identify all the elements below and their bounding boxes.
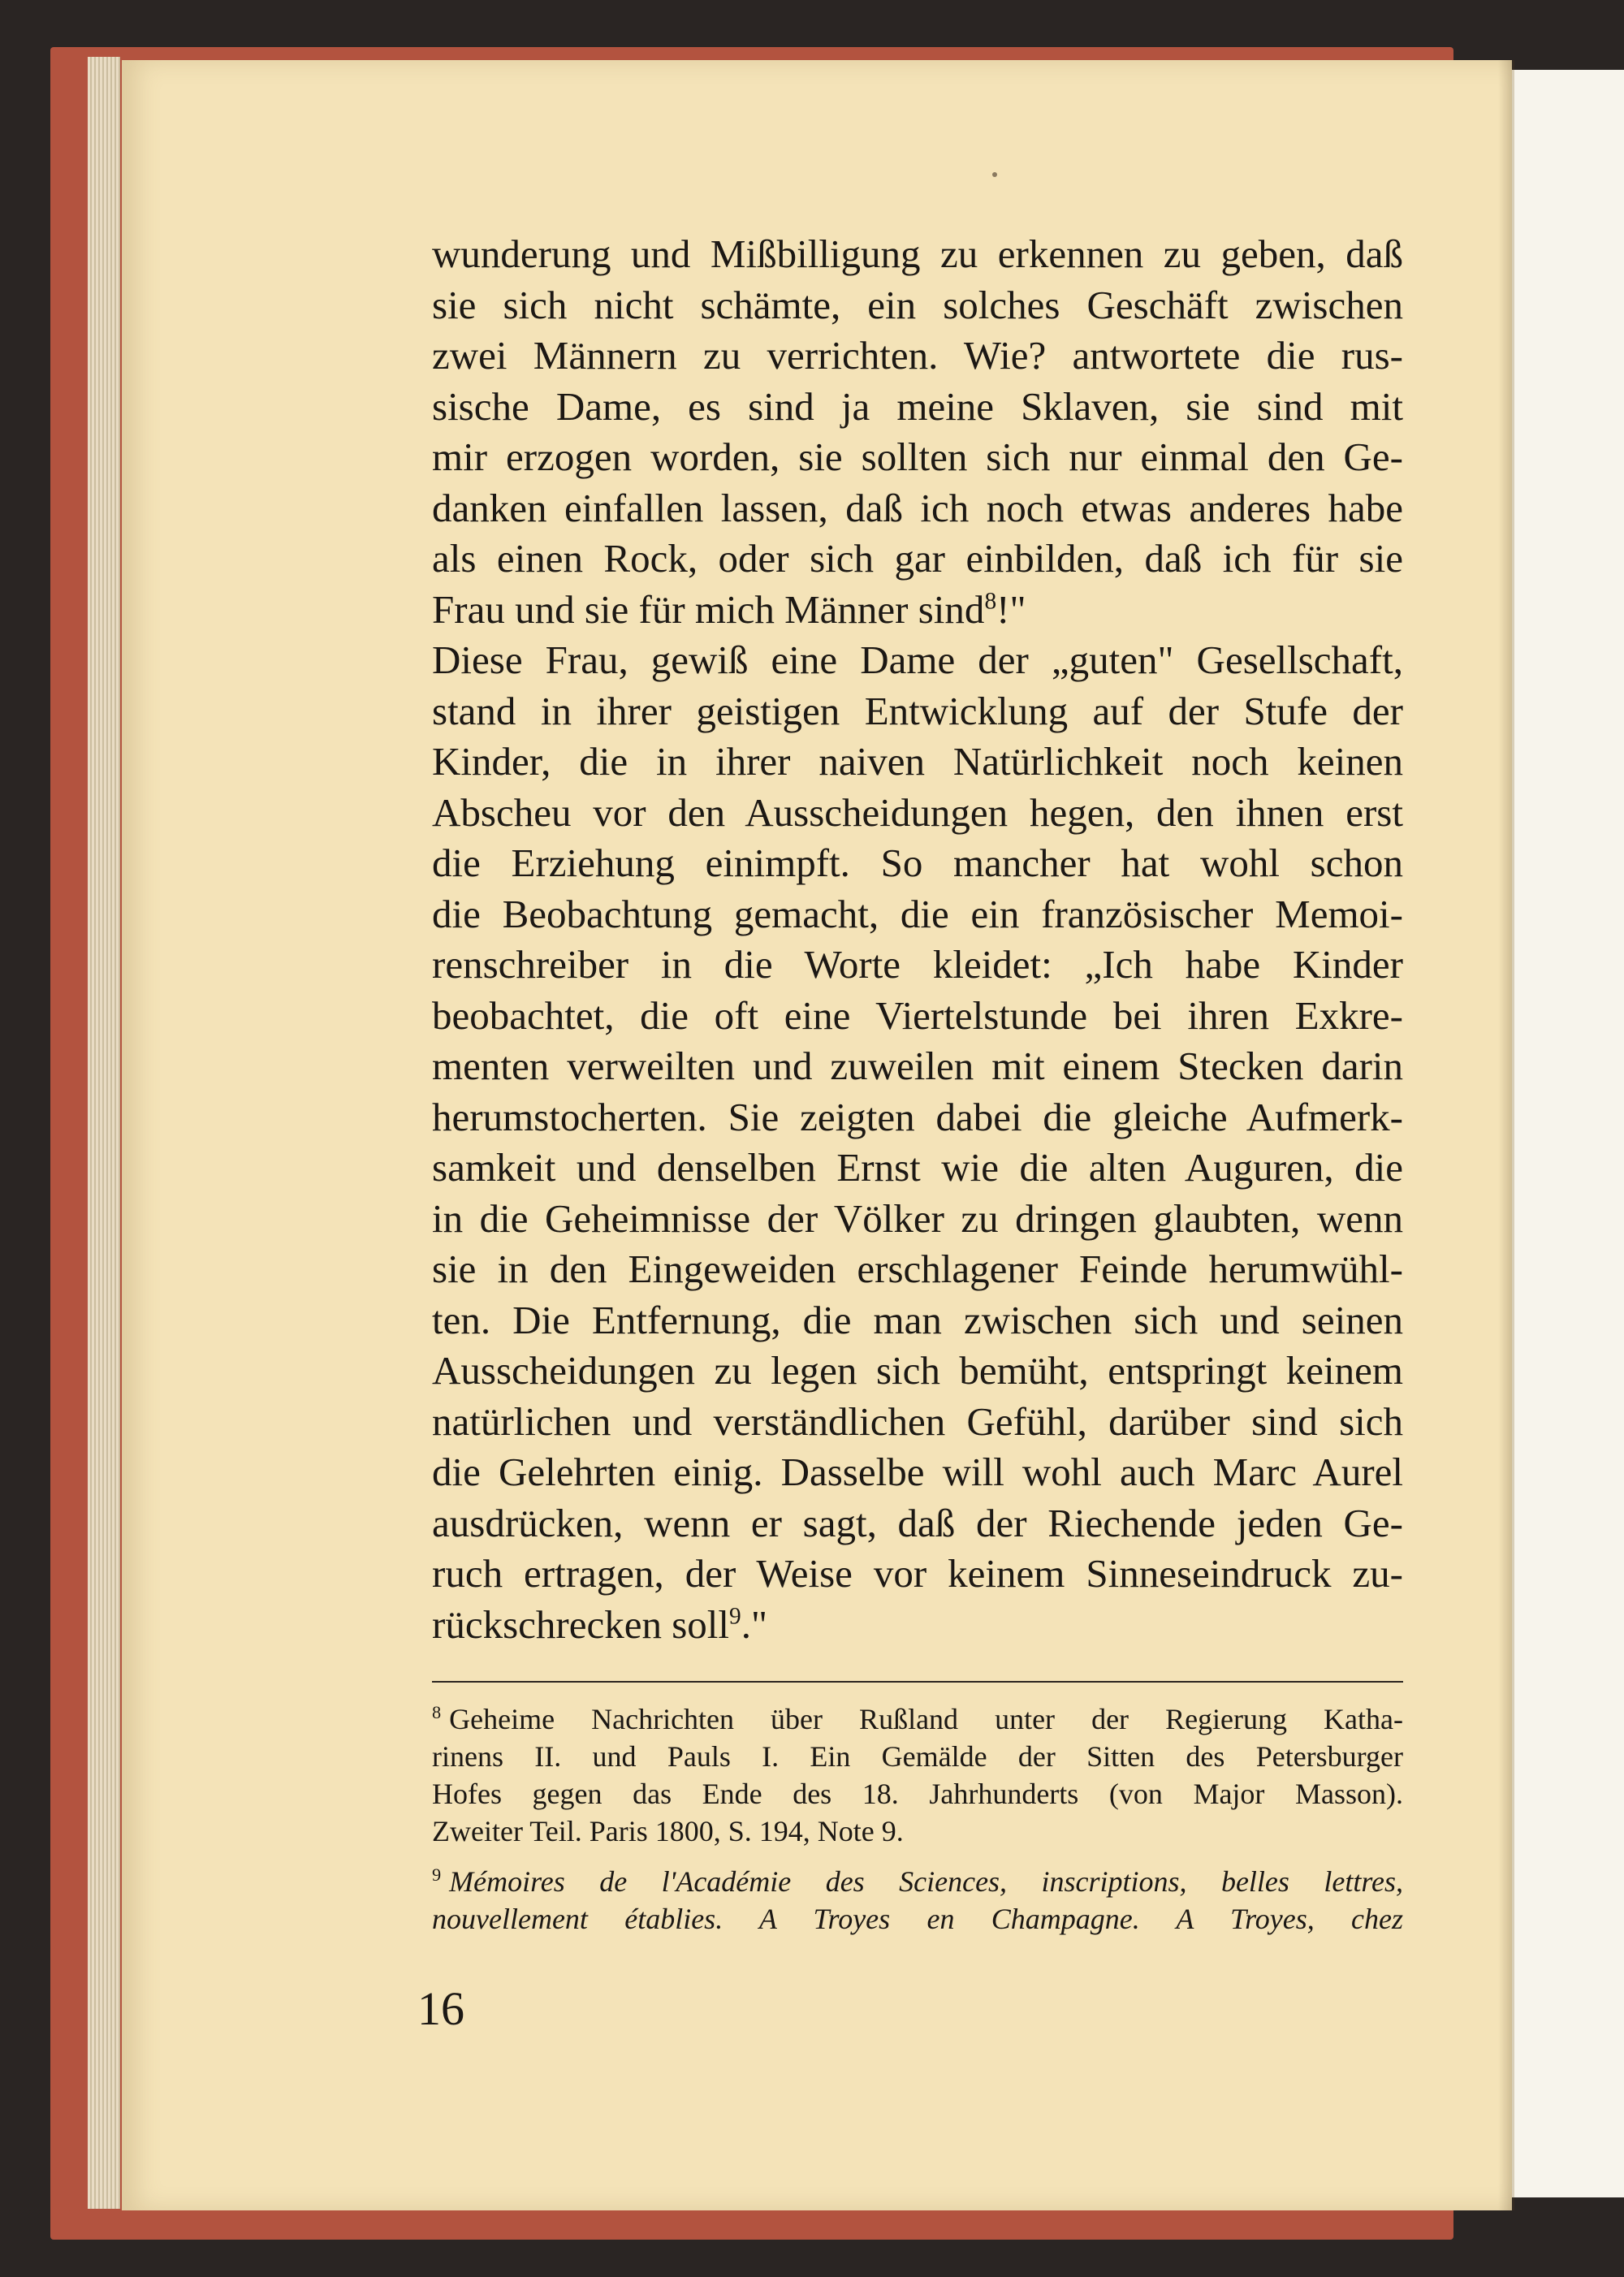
text-line: als einen Rock, oder sich gar einbilden, daß ich für sie bbox=[432, 536, 1403, 581]
footnote-line: Hofes gegen das Ende des 18. Jahrhunderts (von Major Masson). bbox=[432, 1778, 1403, 1810]
text-line-content: Frau und sie für mich Männer sind bbox=[432, 586, 985, 632]
text-line: danken einfallen lassen, daß ich noch etwas anderes habe bbox=[432, 485, 1403, 530]
page-edges bbox=[88, 57, 120, 2209]
footnote-reference-9[interactable]: 9 bbox=[729, 1603, 741, 1630]
text-line: Diese Frau, gewiß eine Dame der „guten" Gesellschaft, bbox=[432, 637, 1403, 682]
footnote-reference-8[interactable]: 8 bbox=[984, 588, 997, 615]
footnote-number: 8 bbox=[432, 1702, 442, 1722]
footnote-line: rinens II. und Pauls I. Ein Gemälde der Sitten des Petersburger bbox=[432, 1740, 1403, 1773]
body-text bbox=[432, 229, 1403, 1650]
footnote-text: Mémoires de l'Académie des Sciences, inscriptions, belles lettres, bbox=[449, 1865, 1403, 1898]
text-line: Abscheu vor den Ausscheidungen hegen, den ihnen erst bbox=[432, 789, 1403, 835]
footnote-8 bbox=[432, 1700, 1403, 1850]
footnote-line bbox=[432, 1863, 1403, 1900]
footnote-line: Zweiter Teil. Paris 1800, S. 194, Note 9. bbox=[432, 1815, 904, 1847]
page-number: 16 bbox=[417, 1982, 464, 2035]
text-line: ten. Die Entfernung, die man zwischen sich und seinen bbox=[432, 1297, 1403, 1342]
text-line: mir erzogen worden, sie sollten sich nur einmal den Ge- bbox=[432, 434, 1403, 479]
footnote-9 bbox=[432, 1863, 1403, 1938]
text-line: herumstocherten. Sie zeigten dabei die gleiche Aufmerk- bbox=[432, 1094, 1403, 1139]
text-line: Kinder, die in ihrer naiven Natürlichkeit noch keinen bbox=[432, 739, 1403, 784]
text-line-end: !" bbox=[996, 586, 1026, 632]
text-line: sische Dame, es sind ja meine Sklaven, sie sind mit bbox=[432, 383, 1403, 429]
footnote-number: 9 bbox=[432, 1864, 442, 1885]
text-line: Ausscheidungen zu legen sich bemüht, entspringt keinem bbox=[432, 1348, 1403, 1393]
text-line: zwei Männern zu verrichten. Wie? antwortete die rus- bbox=[432, 333, 1403, 378]
text-line: menten verweilten und zuweilen mit einem Stecken darin bbox=[432, 1043, 1403, 1088]
text-line: sie sich nicht schämte, ein solches Geschäft zwischen bbox=[432, 282, 1403, 327]
footnote-line: nouvellement établies. A Troyes en Champagne. A Troyes, chez bbox=[432, 1903, 1403, 1935]
text-line: samkeit und denselben Ernst wie die alten Auguren, die bbox=[432, 1145, 1403, 1190]
footnote-gap bbox=[432, 1850, 1403, 1863]
text-line bbox=[432, 1600, 1403, 1651]
page-mark bbox=[992, 172, 997, 177]
text-line: die Erziehung einimpft. So mancher hat wohl schon bbox=[432, 840, 1403, 885]
text-line bbox=[432, 585, 1403, 636]
text-line: die Gelehrten einig. Dasselbe will wohl auch Marc Aurel bbox=[432, 1450, 1403, 1494]
text-line: in die Geheimnisse der Völker zu dringen glaubten, wenn bbox=[432, 1195, 1403, 1241]
text-line: beobachtet, die oft eine Viertelstunde bei ihren Exkre- bbox=[432, 992, 1403, 1038]
footnote-text: Geheime Nachrichten über Rußland unter der Regierung Katha- bbox=[449, 1703, 1403, 1735]
text-line: stand in ihrer geistigen Entwicklung auf der Stufe der bbox=[432, 688, 1403, 733]
footnote-divider bbox=[432, 1681, 1403, 1683]
text-line-end: ." bbox=[741, 1601, 767, 1647]
text-block bbox=[432, 229, 1403, 1938]
text-line: ausdrücken, wenn er sagt, daß der Riechende jeden Ge- bbox=[432, 1500, 1403, 1545]
text-line: die Beobachtung gemacht, die ein französischer Memoi- bbox=[432, 891, 1403, 936]
footnote-line bbox=[432, 1700, 1403, 1738]
text-line: natürlichen und verständlichen Gefühl, darüber sind sich bbox=[432, 1398, 1403, 1444]
text-line: sie in den Eingeweiden erschlagener Feinde herumwühl- bbox=[432, 1247, 1403, 1291]
text-line: wunderung und Mißbilligung zu erkennen zu geben, daß bbox=[432, 231, 1403, 276]
text-line: renschreiber in die Worte kleidet: „Ich habe Kinder bbox=[432, 942, 1403, 987]
text-line: ruch ertragen, der Weise vor keinem Sinneseindruck zu- bbox=[432, 1551, 1403, 1596]
footnotes bbox=[432, 1700, 1403, 1938]
text-line-content: rückschrecken soll bbox=[432, 1601, 729, 1647]
facing-page bbox=[1512, 70, 1624, 2197]
